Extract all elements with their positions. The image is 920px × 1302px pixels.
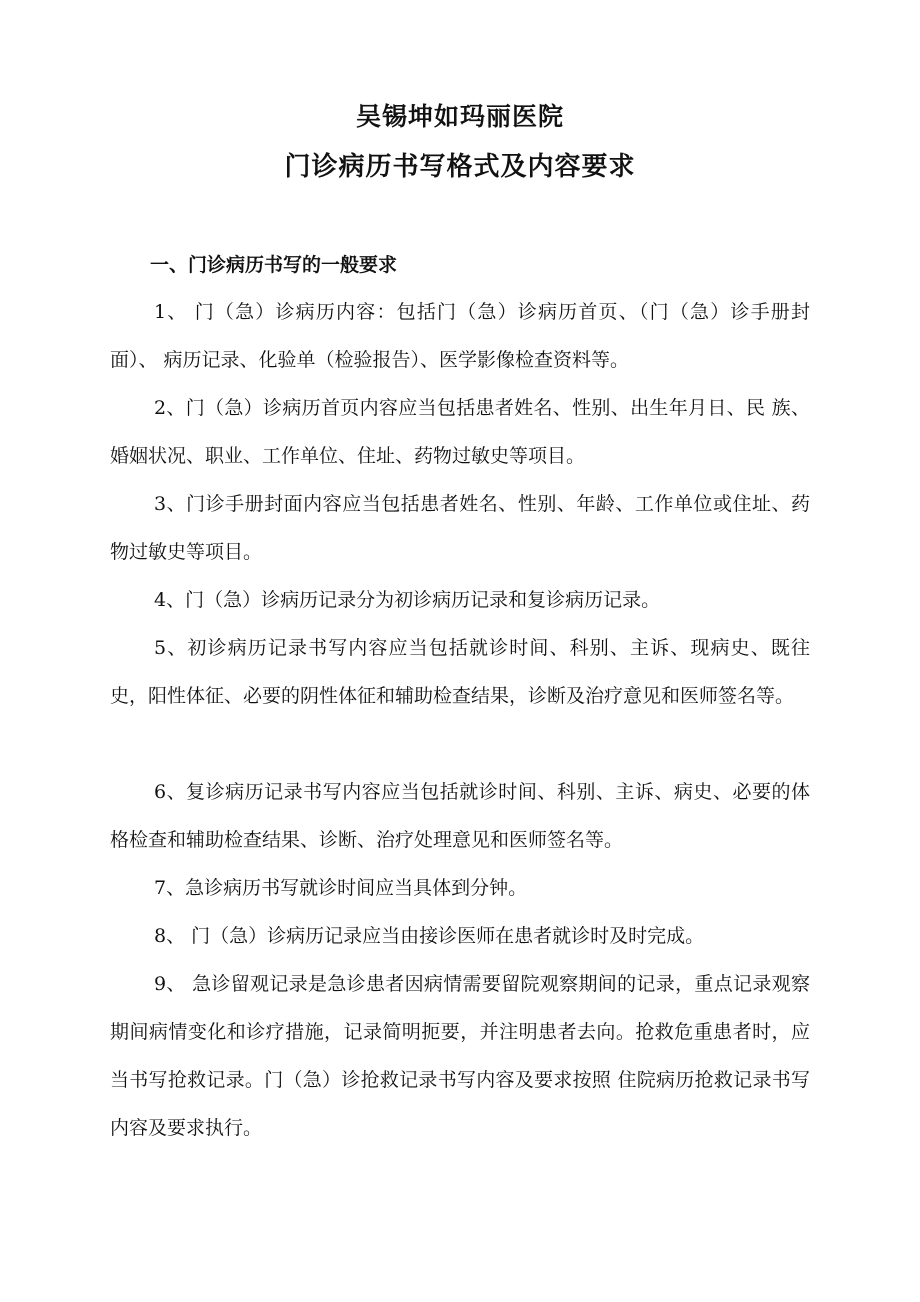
paragraph-item-8: 8、 门（急）诊病历记录应当由接诊医师在患者就诊时及时完成。 [154, 925, 705, 947]
paragraph-item-6: 6、复诊病历记录书写内容应当包括就诊时间、科别、主诉、病史、必要的体格检查和辅助检查结果、诊断、治疗处理意见和医师签名等。 [110, 781, 810, 851]
section-heading: 一、门诊病历书写的一般要求 [150, 254, 398, 276]
paragraph-item-2: 2、门（急）诊病历首页内容应当包括患者姓名、性别、出生年月日、民 族、婚姻状况、职业、工作单位、住址、药物过敏史等项目。 [110, 397, 810, 467]
paragraph-item-7: 7、急诊病历书写就诊时间应当具体到分钟。 [154, 877, 528, 899]
paragraph-item-4: 4、门（急）诊病历记录分为初诊病历记录和复诊病历记录。 [154, 589, 661, 611]
paragraph-item-3: 3、门诊手册封面内容应当包括患者姓名、性别、年龄、工作单位或住址、药物过敏史等项目。 [110, 493, 810, 563]
paragraph-item-9: 9、 急诊留观记录是急诊患者因病情需要留院观察期间的记录，重点记录观察期间病情变化和诊疗措施，记录简明扼要，并注明患者去向。抢救危重患者时，应当书写抢救记录。门（急）诊抢救记录书写内容及要求按照 住院病历抢救记录书写内容及要求执行。 [110, 973, 810, 1139]
paragraph-item-1: 1、 门（急）诊病历内容：包括门（急）诊病历首页、（门（急）诊手册封面）、 病历记录、化验单（检验报告）、医学影像检查资料等。 [110, 301, 810, 371]
hospital-name-title: 吴锡坤如玛丽医院 [355, 102, 564, 131]
paragraph-item-5: 5、初诊病历记录书写内容应当包括就诊时间、科别、主诉、现病史、既往史，阳性体征、必要的阴性体征和辅助检查结果，诊断及治疗意见和医师签名等。 [110, 637, 810, 707]
document-title: 门诊病历书写格式及内容要求 [284, 152, 636, 182]
